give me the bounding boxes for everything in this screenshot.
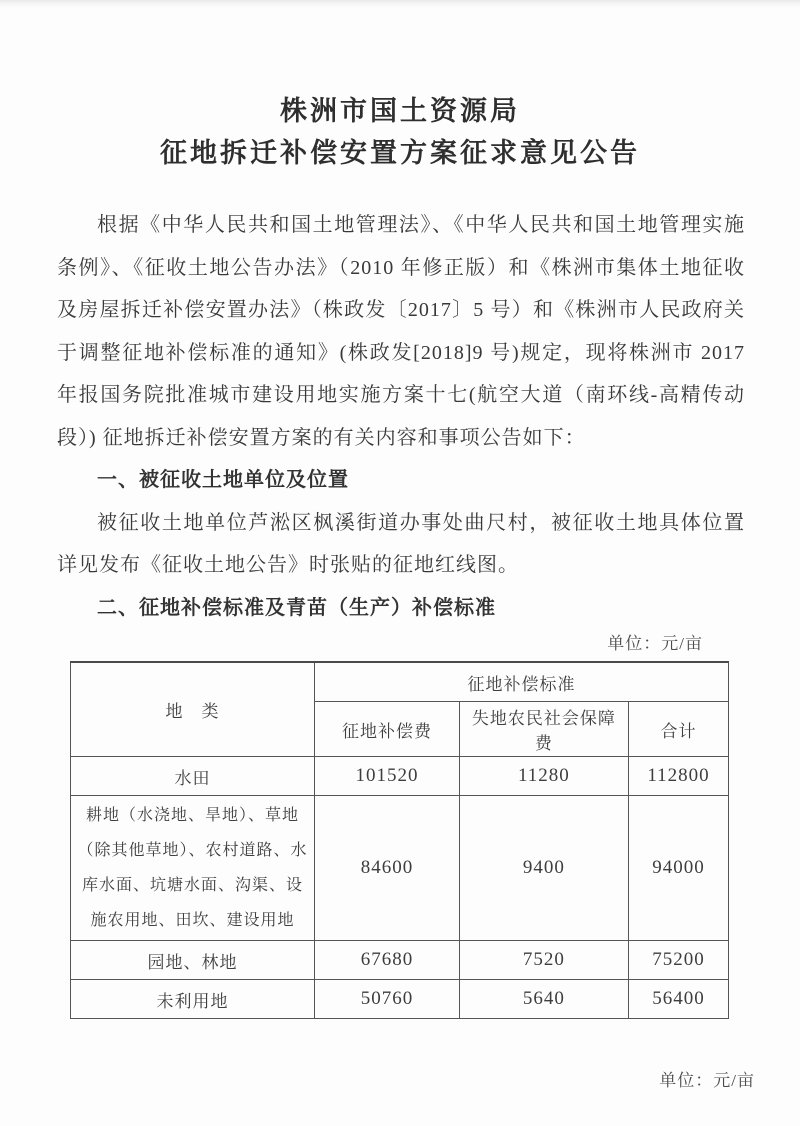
comp-fee-cell: 101520 [315, 757, 460, 796]
intro-paragraph: 根据《中华人民共和国土地管理法》、《中华人民共和国土地管理实施条例》、《征收土地公告办法》（2010 年修正版）和《株洲市集体土地征收及房屋拆迁补偿安置办法》（株政发〔2017〕5 号）和《株洲市人民政府关于调整征地补偿标准的通知》(株政发[2018]9 号)规定，现将株洲市 2017 年报国务院批准城市建设用地实施方案十七(航空大道（南环线-高精传动段）) 征地拆迁补偿安置方案的有关内容和事项公告如下： [57, 214, 745, 449]
table-row [71, 796, 729, 941]
unit-note-top: 单位：元/亩 [607, 634, 703, 653]
column-header-total: 合计 [628, 702, 728, 757]
table-row [71, 941, 729, 980]
comp-fee-cell: 84600 [315, 796, 460, 941]
social-fee-cell: 5640 [459, 980, 628, 1019]
section1-body: 被征收土地单位芦淞区枫溪街道办事处曲尺村，被征收土地具体位置详见发布《征收土地公告》时张贴的征地红线图。 [57, 511, 745, 576]
document-title-line2: 征地拆迁补偿安置方案征求意见公告 [160, 138, 640, 168]
land-type-cell: 水田 [71, 757, 315, 796]
scan-edge-artifact [0, 0, 800, 8]
total-cell: 112800 [628, 757, 728, 796]
total-cell: 75200 [628, 941, 728, 980]
total-cell: 94000 [628, 796, 728, 941]
column-header-comp: 征地补偿费 [315, 702, 460, 757]
unit-note-bottom: 单位：元/亩 [659, 1071, 755, 1090]
total-cell: 56400 [628, 980, 728, 1019]
table-row [71, 980, 729, 1019]
column-header-social: 失地农民社会保障费 [459, 702, 628, 757]
comp-fee-cell: 67680 [315, 941, 460, 980]
document-body [57, 204, 745, 629]
table-row [71, 757, 729, 796]
comp-fee-cell: 50760 [315, 980, 460, 1019]
document-title [0, 0, 800, 174]
social-fee-cell: 9400 [459, 796, 628, 941]
land-type-cell: 耕地（水浇地、旱地）、草地（除其他草地）、农村道路、水库水面、坑塘水面、沟渠、设施农用地、田坎、建设用地 [71, 796, 315, 941]
social-fee-cell: 11280 [459, 757, 628, 796]
table-header-row-1 [71, 662, 729, 702]
social-fee-cell: 7520 [459, 941, 628, 980]
group-header-cell: 征地补偿标准 [315, 662, 729, 702]
land-type-cell: 未利用地 [71, 980, 315, 1019]
land-type-cell: 园地、林地 [71, 941, 315, 980]
section2-heading: 二、征地补偿标准及青苗（生产）补偿标准 [97, 596, 496, 619]
land-class-header-cell: 地 类 [71, 662, 315, 757]
section1-heading: 一、被征收土地单位及位置 [97, 469, 349, 491]
compensation-table [70, 661, 729, 1019]
document-title-line1: 株洲市国土资源局 [280, 96, 520, 126]
